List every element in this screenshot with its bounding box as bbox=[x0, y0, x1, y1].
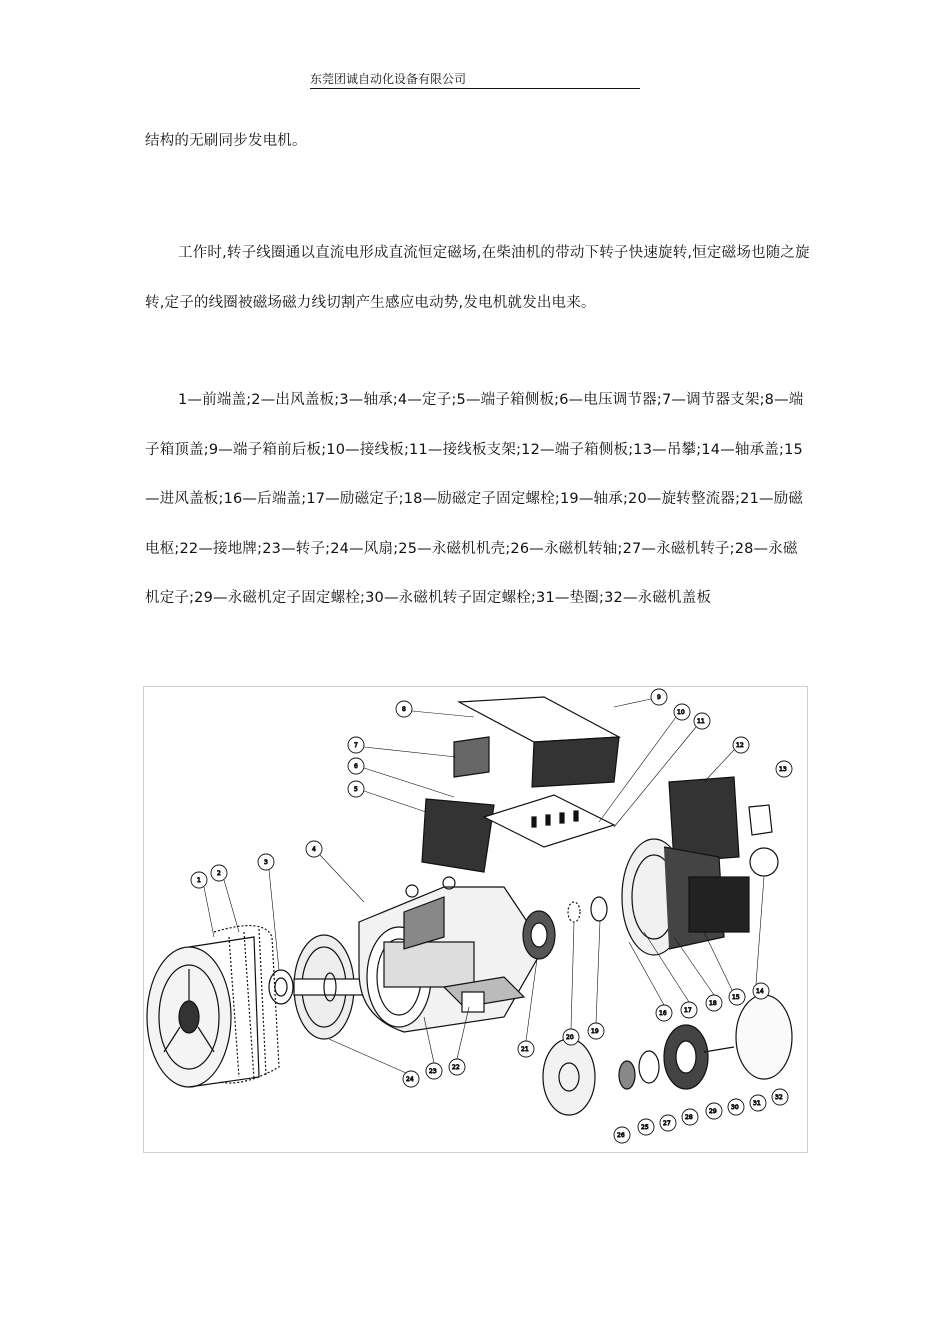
svg-text:29: 29 bbox=[709, 1108, 717, 1115]
svg-text:19: 19 bbox=[591, 1028, 599, 1035]
svg-text:32: 32 bbox=[775, 1094, 783, 1101]
svg-text:21: 21 bbox=[521, 1046, 529, 1053]
svg-text:30: 30 bbox=[731, 1104, 739, 1111]
callout-14 bbox=[753, 983, 769, 999]
callout-24 bbox=[403, 1071, 419, 1087]
svg-text:1: 1 bbox=[197, 877, 201, 884]
exploded-view-figure bbox=[143, 686, 808, 1153]
callout-23 bbox=[426, 1063, 442, 1079]
callout-17 bbox=[681, 1002, 697, 1018]
svg-text:6: 6 bbox=[354, 763, 358, 770]
svg-text:17: 17 bbox=[684, 1007, 692, 1014]
svg-text:13: 13 bbox=[779, 766, 787, 773]
svg-text:14: 14 bbox=[756, 988, 764, 995]
svg-text:18: 18 bbox=[709, 1000, 717, 1007]
svg-text:24: 24 bbox=[406, 1076, 414, 1083]
svg-text:5: 5 bbox=[354, 786, 358, 793]
callout-10 bbox=[674, 704, 690, 720]
callout-7 bbox=[348, 737, 364, 753]
terminal-box-drawing bbox=[422, 697, 739, 872]
callout-4 bbox=[306, 841, 322, 857]
svg-text:16: 16 bbox=[659, 1010, 667, 1017]
page-header bbox=[310, 70, 640, 89]
callout-18 bbox=[706, 995, 722, 1011]
callout-22 bbox=[449, 1059, 465, 1075]
callout-19 bbox=[588, 1023, 604, 1039]
callout-30 bbox=[728, 1099, 744, 1115]
generator-exploded-drawing bbox=[144, 687, 807, 1152]
svg-text:3: 3 bbox=[264, 859, 268, 866]
paragraph-intro-tail: 结构的无刷同步发电机。 bbox=[145, 133, 307, 149]
callout-25 bbox=[638, 1119, 654, 1135]
callout-15 bbox=[729, 989, 745, 1005]
callout-27 bbox=[660, 1115, 676, 1131]
callout-21 bbox=[518, 1041, 534, 1057]
svg-text:26: 26 bbox=[617, 1132, 625, 1139]
paragraph-working-principle: 工作时,转子线圈通以直流电形成直流恒定磁场,在柴油机的带动下转子快速旋转,恒定磁场也随之旋转,定子的线圈被磁场磁力线切割产生感应电动势,发电机就发出电来。 bbox=[145, 245, 810, 311]
front-end-cover-drawing bbox=[147, 937, 259, 1087]
callout-13 bbox=[776, 761, 792, 777]
svg-text:20: 20 bbox=[566, 1034, 574, 1041]
svg-text:10: 10 bbox=[677, 709, 685, 716]
callout-32 bbox=[772, 1089, 788, 1105]
svg-text:11: 11 bbox=[697, 718, 705, 725]
callout-12 bbox=[733, 737, 749, 753]
paragraph-parts-legend: 1—前端盖;2—出风盖板;3—轴承;4—定子;5—端子箱侧板;6—电压调节器;7—调节器支架;8—端子箱顶盖;9—端子箱前后板;10—接线板;11—接线板支架;12—端子箱侧板;13—吊攀;14—轴承盖;15—进风盖板;16—后端盖;17—励磁定子;18—励磁定子固定螺栓;19—轴承;20—旋转整流器;21—励磁电枢;22—接地牌;23—转子;24—风扇;25—永磁机机壳;26—永磁机转轴;27—永磁机转子;28—永磁机定子;29—永磁机定子固定螺栓;30—永磁机转子固定螺栓;31—垫圈;32—永磁机盖板 bbox=[145, 392, 804, 606]
bearing-3-drawing bbox=[269, 970, 293, 1004]
callout-28 bbox=[682, 1109, 698, 1125]
svg-text:12: 12 bbox=[736, 742, 744, 749]
company-name: 东莞团诚自动化设备有限公司 bbox=[310, 72, 467, 86]
callout-1 bbox=[191, 872, 207, 888]
exciter-drawing bbox=[523, 897, 607, 959]
callout-3 bbox=[258, 854, 274, 870]
svg-text:2: 2 bbox=[217, 870, 221, 877]
svg-text:31: 31 bbox=[753, 1100, 761, 1107]
callout-20 bbox=[563, 1029, 579, 1045]
callout-9 bbox=[651, 689, 667, 705]
svg-text:23: 23 bbox=[429, 1068, 437, 1075]
svg-text:28: 28 bbox=[685, 1114, 693, 1121]
svg-text:25: 25 bbox=[641, 1124, 649, 1131]
callout-29 bbox=[706, 1103, 722, 1119]
callout-11 bbox=[694, 713, 710, 729]
svg-text:8: 8 bbox=[402, 706, 406, 713]
svg-text:7: 7 bbox=[354, 742, 358, 749]
stator-rotor-drawing bbox=[359, 877, 544, 1032]
callout-6 bbox=[348, 758, 364, 774]
svg-text:4: 4 bbox=[312, 846, 316, 853]
callout-26 bbox=[614, 1127, 630, 1143]
callout-31 bbox=[750, 1095, 766, 1111]
callout-16 bbox=[656, 1005, 672, 1021]
callout-8 bbox=[396, 701, 412, 717]
callout-5 bbox=[348, 781, 364, 797]
svg-text:27: 27 bbox=[663, 1120, 671, 1127]
svg-text:22: 22 bbox=[452, 1064, 460, 1071]
svg-text:15: 15 bbox=[732, 994, 740, 1001]
callout-2 bbox=[211, 865, 227, 881]
svg-text:9: 9 bbox=[657, 694, 661, 701]
